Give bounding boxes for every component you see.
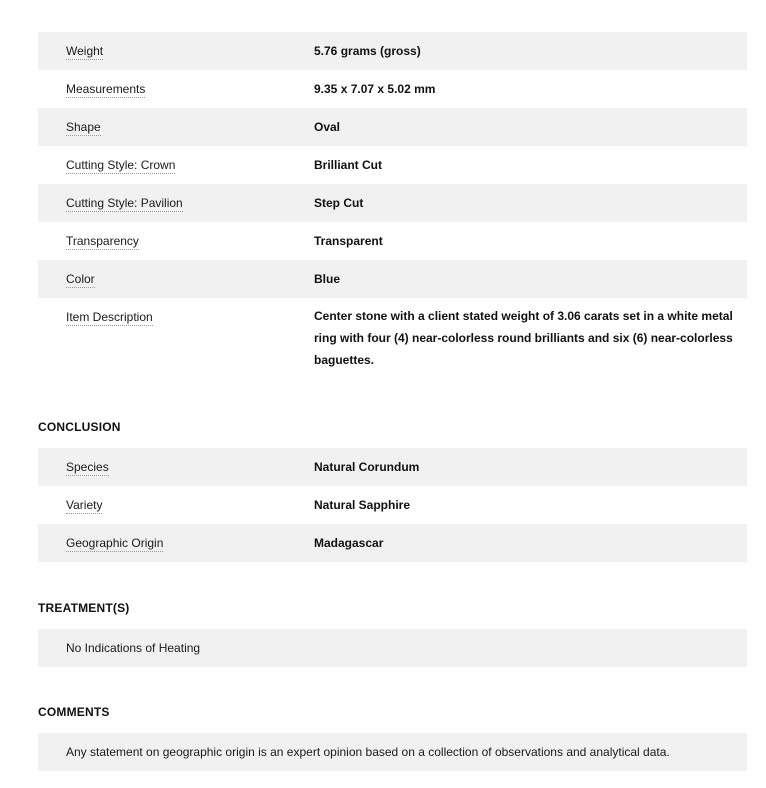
- table-row: [38, 448, 747, 486]
- conclusion-value-species: Natural Corundum: [314, 460, 420, 474]
- comments-heading: COMMENTS: [38, 705, 110, 719]
- property-value-weight: 5.76 grams (gross): [314, 44, 421, 58]
- property-label-shape: Shape: [66, 120, 101, 134]
- table-row: [38, 70, 747, 108]
- table-row: [38, 222, 747, 260]
- treatments-heading: TREATMENT(S): [38, 601, 130, 615]
- table-row: [38, 524, 747, 562]
- table-row: [38, 32, 747, 70]
- table-row: [38, 486, 747, 524]
- property-label-weight: Weight: [66, 44, 104, 58]
- comments-text: Any statement on geographic origin is an expert opinion based on a collection of observations and analytical data.: [66, 745, 670, 759]
- table-row: [38, 108, 747, 146]
- treatments-text: No Indications of Heating: [66, 641, 201, 655]
- conclusion-table: [38, 448, 747, 562]
- table-row: [38, 260, 747, 298]
- property-value-cutting-crown: Brilliant Cut: [314, 158, 382, 172]
- property-label-cutting-crown: Cutting Style: Crown: [66, 158, 176, 172]
- property-value-shape: Oval: [314, 120, 341, 134]
- conclusion-label-variety: Variety: [66, 498, 103, 512]
- property-value-measurements: 9.35 x 7.07 x 5.02 mm: [314, 82, 436, 96]
- table-row: [38, 298, 747, 385]
- property-label-color: Color: [66, 272, 95, 286]
- conclusion-label-species: Species: [66, 460, 109, 474]
- conclusion-value-variety: Natural Sapphire: [314, 498, 411, 512]
- property-label-measurements: Measurements: [66, 82, 146, 96]
- property-label-cutting-pavilion: Cutting Style: Pavilion: [66, 196, 183, 210]
- conclusion-value-origin: Madagascar: [314, 536, 384, 550]
- conclusion-heading: CONCLUSION: [38, 420, 121, 434]
- properties-table: [38, 32, 747, 385]
- property-value-cutting-pavilion: Step Cut: [314, 196, 364, 210]
- property-label-item-description: Item Description: [66, 310, 153, 324]
- comments-box: [38, 733, 747, 771]
- property-value-item-description: Center stone with a client stated weight of 3.06 carats set in a white metal ring with four (4) near-colorless round brilliants and six (6) near-colorless baguettes.: [314, 309, 733, 367]
- treatments-box: [38, 629, 747, 667]
- conclusion-label-origin: Geographic Origin: [66, 536, 164, 550]
- property-value-color: Blue: [314, 272, 341, 286]
- property-label-transparency: Transparency: [66, 234, 139, 248]
- property-value-transparency: Transparent: [314, 234, 383, 248]
- table-row: [38, 146, 747, 184]
- table-row: [38, 184, 747, 222]
